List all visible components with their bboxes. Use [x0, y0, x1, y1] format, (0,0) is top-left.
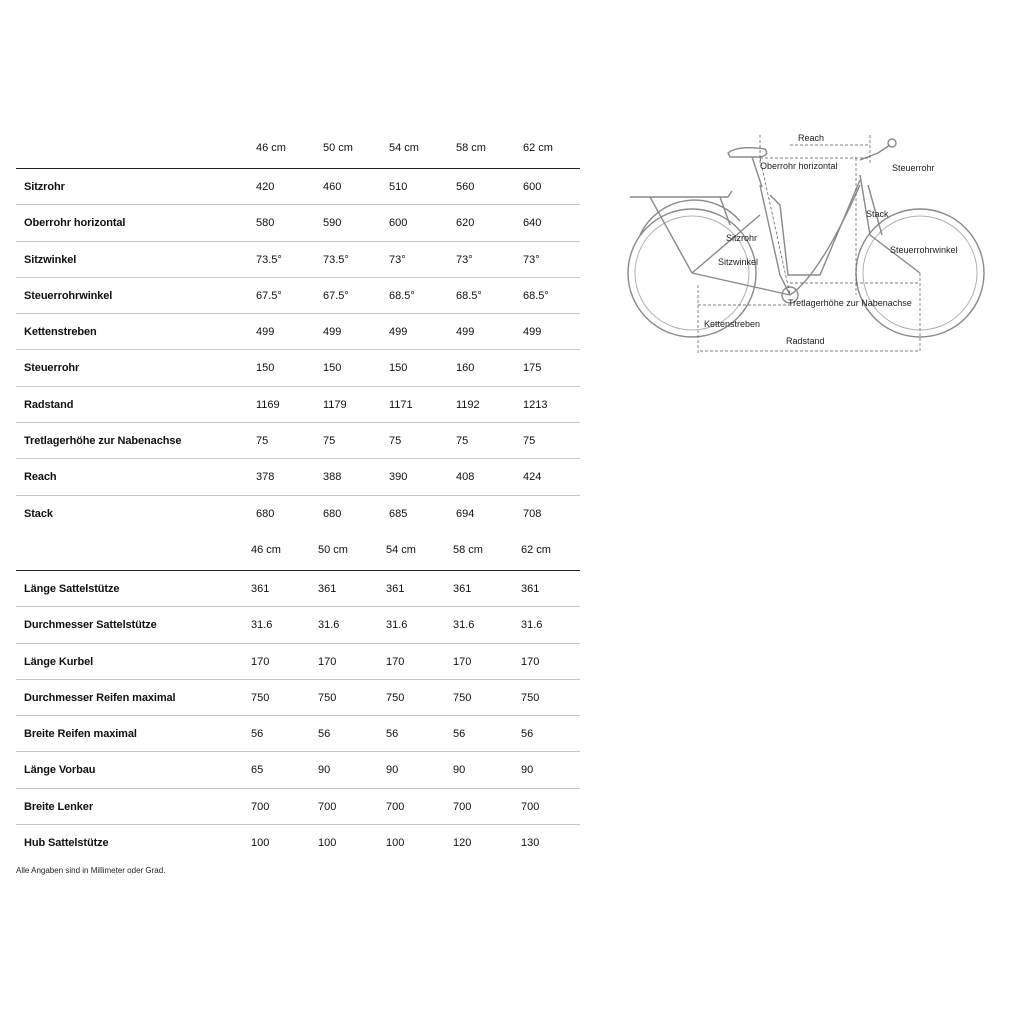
cell: 130: [521, 837, 540, 850]
table-row: [16, 242, 580, 278]
cell: 420: [256, 181, 275, 193]
cell: 90: [318, 764, 331, 777]
table-row: [16, 680, 580, 716]
cell: 499: [523, 326, 542, 339]
table-row: [16, 423, 580, 459]
cell: 424: [523, 471, 542, 484]
cell: 361: [521, 583, 540, 595]
cell: 68.5°: [523, 289, 549, 302]
row-label: Reach: [24, 471, 57, 484]
label-tretlager: Tretlagerhöhe zur Nabenachse: [788, 298, 912, 308]
cell: 150: [256, 362, 275, 375]
geometry-table: [16, 130, 580, 531]
label-radstand: Radstand: [786, 336, 825, 346]
table-row: [16, 607, 580, 643]
table-row: [16, 387, 580, 423]
cell: 160: [456, 362, 475, 375]
header-size-62: 62 cm: [523, 142, 553, 154]
cell: 460: [323, 181, 342, 193]
cell: 1192: [456, 398, 480, 411]
cell: 620: [456, 217, 475, 230]
seat-tube: [760, 185, 790, 295]
cell: 100: [251, 837, 270, 850]
table-row: [16, 278, 580, 314]
cell: 75: [256, 435, 269, 448]
cell: 408: [456, 471, 475, 484]
cell: 685: [389, 507, 408, 520]
cell: 31.6: [521, 619, 543, 632]
header-size-46: 46 cm: [251, 544, 281, 556]
table-row: [16, 314, 580, 350]
cell: 388: [323, 471, 342, 484]
components-table: [16, 532, 580, 860]
cell: 640: [523, 217, 542, 230]
row-label: Länge Kurbel: [24, 655, 94, 668]
row-label: Länge Vorbau: [24, 764, 96, 777]
main-frame: [770, 180, 860, 275]
table-row: [16, 716, 580, 752]
cell: 120: [453, 837, 472, 850]
cell: 600: [389, 217, 408, 230]
label-kettenstreben: Kettenstreben: [704, 319, 761, 329]
label-steuerrohrwinkel: Steuerrohrwinkel: [890, 245, 958, 255]
table-row: [16, 571, 580, 607]
cell: 90: [521, 764, 534, 777]
cell: 73.5°: [256, 253, 282, 266]
cell: 1179: [323, 398, 347, 411]
bike-geometry-diagram: [620, 125, 1000, 365]
cell: 31.6: [453, 619, 475, 632]
row-label: Oberrohr horizontal: [24, 217, 126, 230]
cell: 600: [523, 181, 542, 193]
cell: 580: [256, 217, 275, 230]
row-label: Breite Lenker: [24, 800, 94, 813]
saddle: [728, 148, 767, 157]
cell: 499: [389, 326, 408, 339]
label-sitzwinkel: Sitzwinkel: [718, 257, 759, 267]
row-label: Hub Sattelstütze: [24, 837, 109, 850]
header-size-54: 54 cm: [386, 544, 416, 556]
header-size-58: 58 cm: [453, 544, 483, 556]
cell: 361: [453, 583, 472, 595]
cell: 150: [389, 362, 408, 375]
chainstay: [692, 273, 790, 295]
cell: 100: [386, 837, 405, 850]
header-size-58: 58 cm: [456, 142, 486, 154]
header-size-50: 50 cm: [318, 544, 348, 556]
rear-rack: [630, 191, 732, 273]
cell: 170: [386, 655, 405, 668]
cell: 175: [523, 362, 542, 375]
cell: 73°: [456, 253, 473, 266]
table-header: [16, 130, 580, 169]
row-label: Breite Reifen maximal: [24, 728, 137, 741]
header-size-62: 62 cm: [521, 544, 551, 556]
cell: 90: [453, 764, 466, 777]
label-stack: Stack: [866, 209, 889, 219]
table-row: [16, 644, 580, 680]
label-steuerrohr: Steuerrohr: [892, 163, 935, 173]
table-row: [16, 789, 580, 825]
cell: 75: [323, 435, 336, 448]
cell: 56: [521, 728, 534, 741]
cell: 90: [386, 764, 399, 777]
cell: 1171: [389, 398, 413, 411]
row-label: Tretlagerhöhe zur Nabenachse: [24, 435, 182, 448]
cell: 56: [318, 728, 331, 741]
cell: 750: [318, 691, 337, 704]
cell: 361: [386, 583, 405, 595]
cell: 65: [251, 764, 264, 777]
table-row: [16, 205, 580, 241]
row-label: Steuerrohr: [24, 362, 80, 375]
cell: 31.6: [251, 619, 273, 632]
header-size-46: 46 cm: [256, 142, 286, 154]
table-row: [16, 752, 580, 788]
cell: 390: [389, 471, 408, 484]
footnote: Alle Angaben sind in Millimeter oder Grad.: [16, 866, 166, 875]
cell: 700: [453, 800, 472, 813]
cell: 73°: [523, 253, 540, 266]
cell: 31.6: [386, 619, 408, 632]
header-size-54: 54 cm: [389, 142, 419, 154]
cell: 560: [456, 181, 475, 193]
cell: 750: [386, 691, 405, 704]
row-label: Steuerrohrwinkel: [24, 289, 113, 302]
stem: [860, 145, 890, 160]
seat-tube-line: [760, 158, 790, 295]
table-header: [16, 532, 580, 571]
table-row: [16, 350, 580, 386]
cell: 750: [453, 691, 472, 704]
cell: 100: [318, 837, 337, 850]
cell: 67.5°: [256, 289, 282, 302]
row-label: Durchmesser Sattelstütze: [24, 619, 157, 632]
cell: 56: [251, 728, 264, 741]
cell: 499: [323, 326, 342, 339]
cell: 67.5°: [323, 289, 349, 302]
row-label: Radstand: [24, 398, 74, 411]
cell: 708: [523, 507, 542, 520]
cell: 750: [251, 691, 270, 704]
row-label: Länge Sattelstütze: [24, 583, 120, 595]
cell: 56: [453, 728, 466, 741]
cell: 499: [456, 326, 475, 339]
label-reach: Reach: [798, 133, 825, 143]
down-tube: [790, 185, 860, 295]
table-row: [16, 825, 580, 860]
cell: 361: [251, 583, 270, 595]
cell: 68.5°: [456, 289, 482, 302]
cell: 73.5°: [323, 253, 349, 266]
cell: 170: [521, 655, 540, 668]
row-label: Sitzwinkel: [24, 253, 77, 266]
cell: 750: [521, 691, 540, 704]
cell: 361: [318, 583, 337, 595]
cell: 73°: [389, 253, 406, 266]
cell: 150: [323, 362, 342, 375]
cell: 170: [453, 655, 472, 668]
label-oberrohr: Oberrohr horizontal: [760, 161, 838, 171]
cell: 700: [251, 800, 270, 813]
table-row: [16, 459, 580, 495]
row-label: Stack: [24, 507, 53, 520]
cell: 700: [521, 800, 540, 813]
header-size-50: 50 cm: [323, 142, 353, 154]
row-label: Kettenstreben: [24, 326, 97, 339]
cell: 680: [323, 507, 342, 520]
cell: 590: [323, 217, 342, 230]
label-sitzrohr: Sitzrohr: [726, 233, 758, 243]
row-label: Sitzrohr: [24, 181, 65, 193]
handlebar-grip: [888, 139, 896, 147]
row-label: Durchmesser Reifen maximal: [24, 691, 176, 704]
cell: 700: [318, 800, 337, 813]
cell: 68.5°: [389, 289, 415, 302]
head-tube: [860, 175, 870, 235]
cell: 75: [389, 435, 402, 448]
cell: 694: [456, 507, 475, 520]
cell: 1213: [523, 398, 548, 411]
cell: 499: [256, 326, 275, 339]
cell: 700: [386, 800, 405, 813]
cell: 170: [251, 655, 270, 668]
cell: 510: [389, 181, 408, 193]
table-row: [16, 169, 580, 205]
cell: 680: [256, 507, 275, 520]
table-row: [16, 496, 580, 531]
cell: 31.6: [318, 619, 340, 632]
cell: 56: [386, 728, 399, 741]
cell: 378: [256, 471, 275, 484]
cell: 1169: [256, 398, 280, 411]
cell: 75: [523, 435, 536, 448]
cell: 75: [456, 435, 469, 448]
cell: 170: [318, 655, 337, 668]
